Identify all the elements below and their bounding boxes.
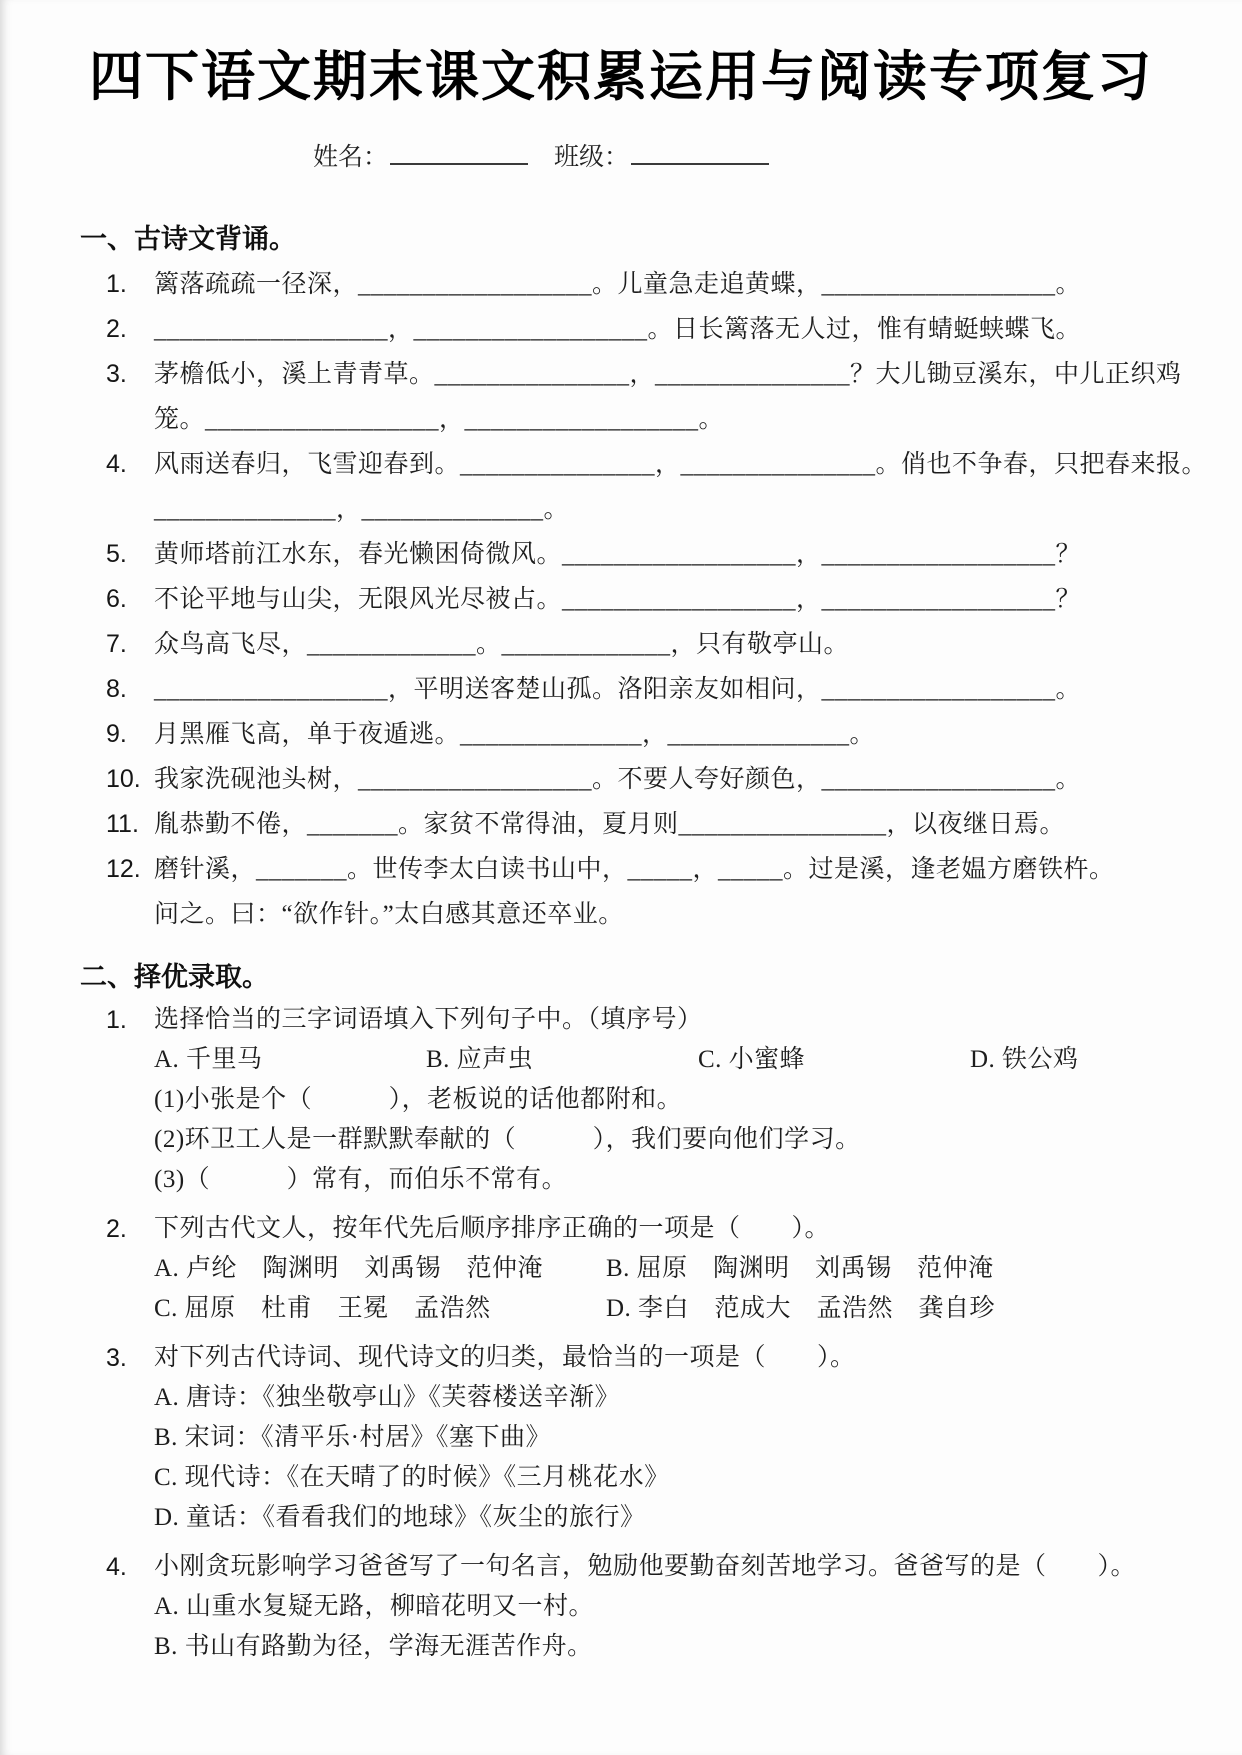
s1-item-5 [106,532,1206,577]
option-c: C. 屈原 杜甫 王冕 孟浩然 [154,1295,491,1322]
question-line-continued: ______________，______________。 [154,496,570,523]
s2-item-2 [106,1209,1206,1329]
item-number: 12. [106,855,141,883]
s1-item-1 [106,262,1206,307]
student-info-line [313,137,1242,173]
question-stem: 下列古代文人，按年代先后顺序排序正确的一项是（ ）。 [154,1215,831,1242]
item-number: 5. [106,540,127,568]
options-row [154,1289,1206,1329]
section2-items [106,1000,1206,1667]
option-a: A. 千里马 [154,1046,263,1073]
question-line-continued: 笼。__________________，__________________。 [154,406,725,433]
item-number: 3. [106,1344,127,1372]
option-b: B. 屈原 陶渊明 刘禹锡 范仲淹 [606,1255,994,1282]
question-line: 黄师塔前江水东，春光懒困倚微风。__________________，__________________？ [154,541,1082,568]
option-d: D. 李白 范成大 孟浩然 龚自珍 [606,1295,996,1322]
s1-item-2 [106,307,1206,352]
question-line: 篱落疏疏一径深，__________________。儿童急走追黄蝶，__________________。 [154,271,1082,298]
question-line: 风雨送春归，飞雪迎春到。_______________，_______________。俏也不争春，只把春来报。 [154,451,1208,478]
s1-item-12 [106,847,1206,937]
name-label: 姓名： [313,144,389,171]
item-number: 3. [106,360,127,388]
options-row [154,1040,1206,1080]
question-line: 众鸟高飞尽，_____________。_____________，只有敬亭山。 [154,631,850,658]
item-number: 4. [106,1553,127,1581]
item-number: 1. [106,270,127,298]
s1-item-11 [106,802,1206,847]
item-number: 6. [106,585,127,613]
question-stem: 小刚贪玩影响学习爸爸写了一句名言，勉励他要勤奋刻苦地学习。爸爸写的是（ ）。 [154,1553,1137,1580]
s2-item-3 [106,1338,1206,1538]
section2-heading: 二、择优录取。 [80,962,269,992]
question-line: 磨针溪，_______。世传李太白读书山中，_____，_____。过是溪，逢老媪方磨铁杵。 [154,856,1115,883]
question-stem: 选择恰当的三字词语填入下列句子中。（填序号） [154,1006,703,1033]
class-blank-line [631,138,769,165]
option-b: B. 应声虫 [426,1046,534,1073]
option-a: A. 卢纶 陶渊明 刘禹锡 范仲淹 [154,1255,544,1282]
item-number: 7. [106,630,127,658]
option-a: A. 唐诗：《独坐敬亭山》《芙蓉楼送辛渐》 [154,1384,621,1411]
item-number: 11. [106,810,139,838]
item-number: 2. [106,315,127,343]
question-line-continued: 问之。曰：“欲作针。”太白感其意还卒业。 [154,901,624,928]
question-stem: 对下列古代诗词、现代诗文的归类，最恰当的一项是（ ）。 [154,1344,856,1371]
question-line: 我家洗砚池头树，__________________。不要人夸好颜色，__________________。 [154,766,1082,793]
item-number: 4. [106,450,127,478]
s1-item-10 [106,757,1206,802]
question-line: 茅檐低小，溪上青青草。_______________，_______________？大儿锄豆溪东，中儿正织鸡 [154,361,1182,388]
s1-item-3 [106,352,1206,442]
s2-item-1 [106,1000,1206,1200]
sub-question-3: (3)（ ）常有，而伯乐不常有。 [154,1166,568,1193]
page-title: 四下语文期末课文积累运用与阅读专项复习 [89,47,1153,107]
option-b: B. 宋词：《清平乐·村居》《塞下曲》 [154,1424,552,1451]
question-line: 月黑雁飞高，单于夜遁逃。______________，______________。 [154,721,876,748]
options-row [154,1249,1206,1289]
question-line: 不论平地与山尖，无限风光尽被占。__________________，__________________？ [154,586,1082,613]
question-line: __________________，__________________。日长篱落无人过，惟有蜻蜓蛱蝶飞。 [154,316,1082,343]
item-number: 8. [106,675,127,703]
s2-item-4 [106,1547,1206,1667]
s1-item-4 [106,442,1206,532]
s1-item-9 [106,712,1206,757]
option-c: C. 现代诗：《在天晴了的时候》《三月桃花水》 [154,1464,670,1491]
option-d: D. 铁公鸡 [970,1046,1079,1073]
question-line: __________________，平明送客楚山孤。洛阳亲友如相问，__________________。 [154,676,1082,703]
item-number: 1. [106,1006,127,1034]
question-line: 胤恭勤不倦，_______。家贫不常得油，夏月则________________，以夜继日焉。 [154,811,1066,838]
option-d: D. 童话：《看看我们的地球》《灰尘的旅行》 [154,1504,646,1531]
s1-item-7 [106,622,1206,667]
s1-item-6 [106,577,1206,622]
sub-question-2: (2)环卫工人是一群默默奉献的（ ），我们要向他们学习。 [154,1126,861,1153]
item-number: 10. [106,765,141,793]
item-number: 9. [106,720,127,748]
section1-items [106,262,1206,937]
sub-question-1: (1)小张是个（ ），老板说的话他都附和。 [154,1086,683,1113]
section1-heading: 一、古诗文背诵。 [80,224,296,254]
name-blank-line [390,138,528,165]
class-label: 班级： [554,144,630,171]
option-c: C. 小蜜蜂 [698,1046,806,1073]
option-b: B. 书山有路勤为径，学海无涯苦作舟。 [154,1633,593,1660]
option-a: A. 山重水复疑无路，柳暗花明又一村。 [154,1593,595,1620]
item-number: 2. [106,1215,127,1243]
s1-item-8 [106,667,1206,712]
